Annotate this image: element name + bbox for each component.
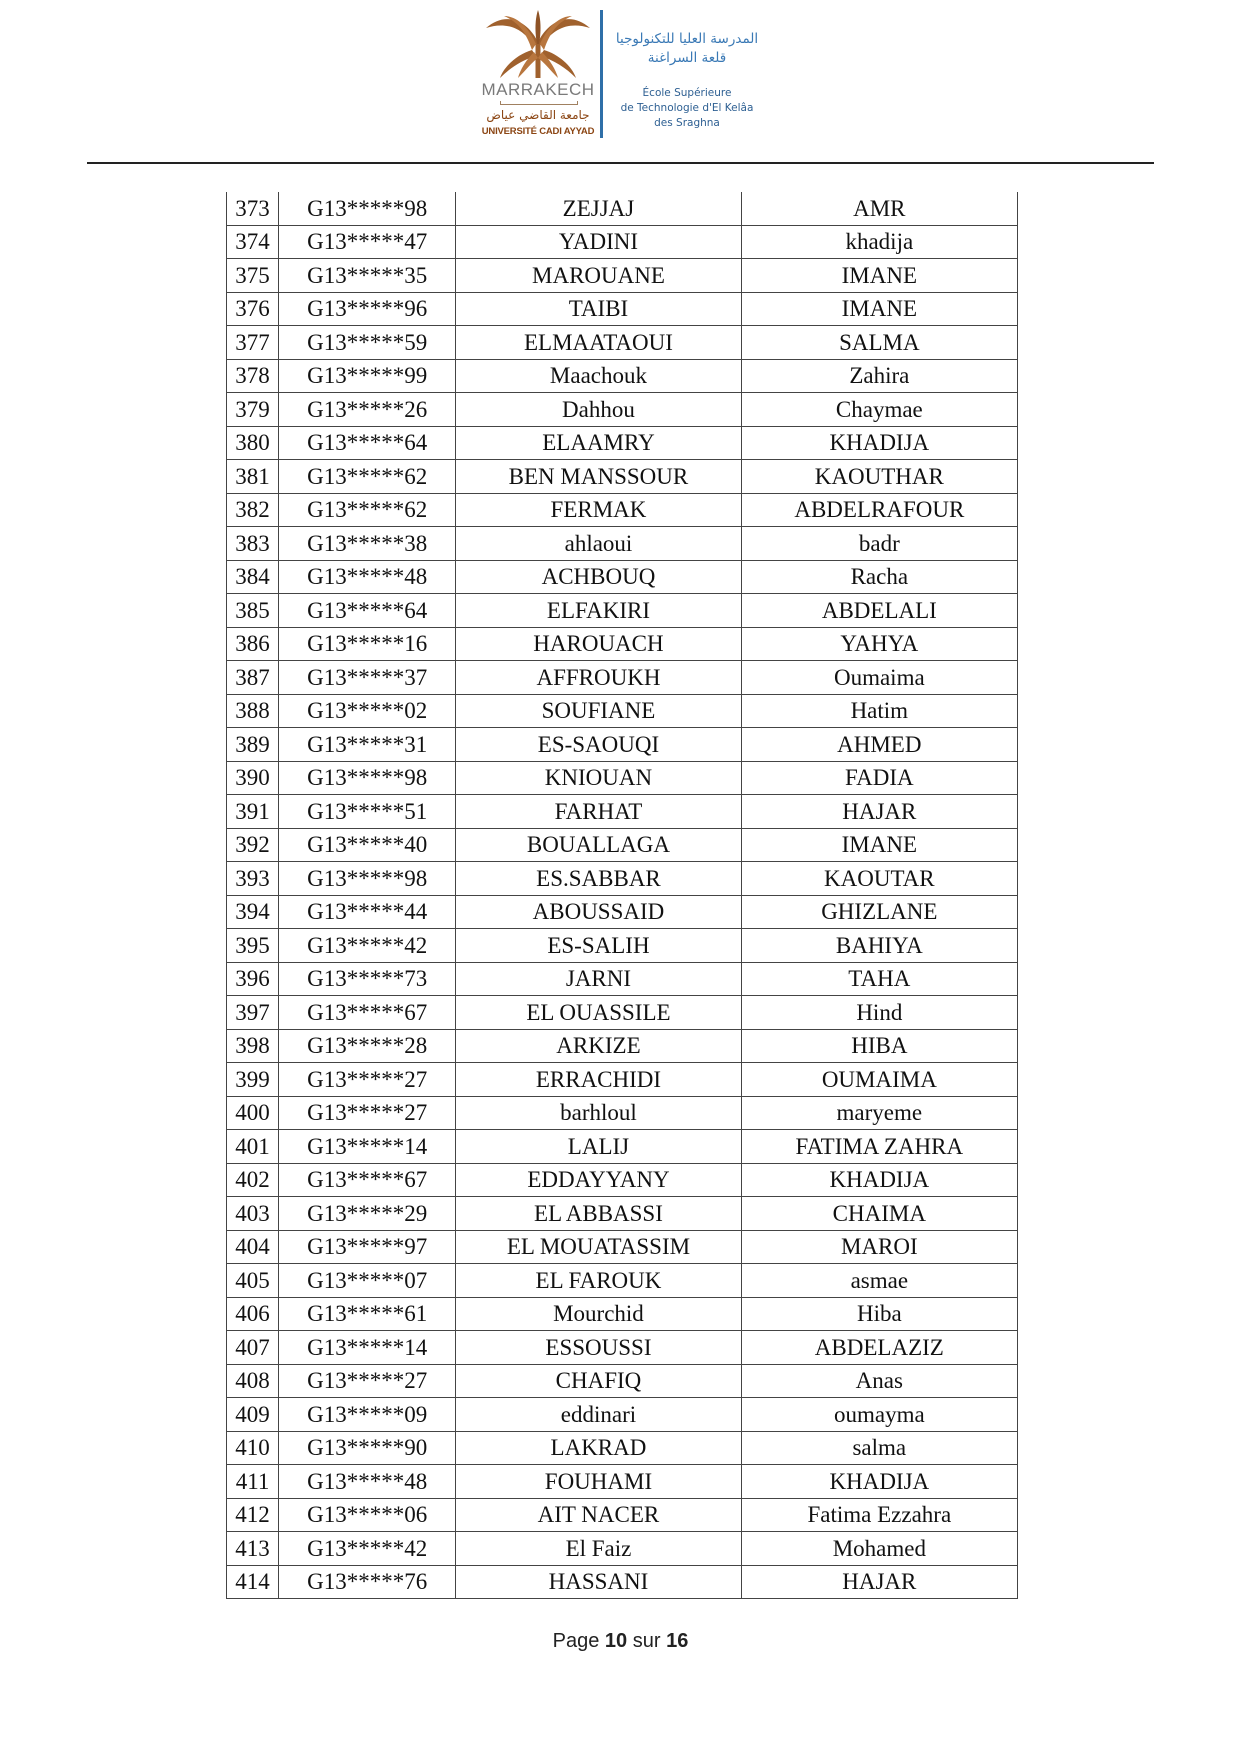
student-first-name: Racha <box>741 560 1017 594</box>
student-id: G13*****31 <box>279 728 456 762</box>
row-number: 398 <box>227 1029 279 1063</box>
student-last-name: LALIJ <box>456 1130 741 1164</box>
student-id: G13*****67 <box>279 996 456 1030</box>
student-first-name: khadija <box>741 225 1017 259</box>
student-last-name: barhloul <box>456 1096 741 1130</box>
row-number: 377 <box>227 326 279 360</box>
student-id: G13*****59 <box>279 326 456 360</box>
student-first-name: Chaymae <box>741 393 1017 427</box>
table-row <box>227 728 1018 762</box>
table-row <box>227 1029 1018 1063</box>
school-name-ar-line1: المدرسة العليا للتكنولوجيا <box>615 31 759 47</box>
table-row <box>227 1331 1018 1365</box>
row-number: 383 <box>227 527 279 561</box>
logo-city-text: MARRAKECH <box>481 80 595 99</box>
table-row <box>227 1264 1018 1298</box>
row-number: 389 <box>227 728 279 762</box>
student-id: G13*****98 <box>279 761 456 795</box>
student-last-name: ES-SAOUQI <box>456 728 741 762</box>
table-row <box>227 359 1018 393</box>
row-number: 379 <box>227 393 279 427</box>
student-last-name: LAKRAD <box>456 1431 741 1465</box>
student-first-name: AHMED <box>741 728 1017 762</box>
student-first-name: GHIZLANE <box>741 895 1017 929</box>
total-pages-number: 16 <box>666 1630 689 1652</box>
student-last-name: EL ABBASSI <box>456 1197 741 1231</box>
logo-divider <box>500 101 578 105</box>
student-last-name: EL OUASSILE <box>456 996 741 1030</box>
header-vertical-divider <box>600 10 603 138</box>
student-first-name: HAJAR <box>741 1565 1017 1599</box>
table-row <box>227 1431 1018 1465</box>
student-last-name: TAIBI <box>456 292 741 326</box>
student-first-name: KAOUTHAR <box>741 460 1017 494</box>
student-last-name: CHAFIQ <box>456 1364 741 1398</box>
row-number: 380 <box>227 426 279 460</box>
row-number: 412 <box>227 1498 279 1532</box>
student-first-name: CHAIMA <box>741 1197 1017 1231</box>
student-id: G13*****73 <box>279 962 456 996</box>
student-first-name: Mohamed <box>741 1532 1017 1566</box>
school-name-ar-line2: قلعة السراغنة <box>647 50 727 66</box>
university-name-fr: UNIVERSITÉ CADI AYYAD <box>481 126 595 137</box>
row-number: 410 <box>227 1431 279 1465</box>
student-id: G13*****99 <box>279 359 456 393</box>
student-first-name: IMANE <box>741 828 1017 862</box>
table-row <box>227 560 1018 594</box>
student-first-name: salma <box>741 1431 1017 1465</box>
row-number: 406 <box>227 1297 279 1331</box>
row-number: 387 <box>227 661 279 695</box>
table-row <box>227 393 1018 427</box>
student-id: G13*****61 <box>279 1297 456 1331</box>
page-word: Page <box>552 1630 600 1652</box>
student-id: G13*****44 <box>279 895 456 929</box>
student-last-name: Maachouk <box>456 359 741 393</box>
table-row <box>227 661 1018 695</box>
row-number: 407 <box>227 1331 279 1365</box>
table-row <box>227 1130 1018 1164</box>
row-number: 401 <box>227 1130 279 1164</box>
university-name-ar: جامعة القاضي عياض <box>486 108 590 122</box>
student-list-table <box>226 192 1018 1599</box>
student-first-name: FATIMA ZAHRA <box>741 1130 1017 1164</box>
table-row <box>227 460 1018 494</box>
student-last-name: HAROUACH <box>456 627 741 661</box>
table-row <box>227 527 1018 561</box>
student-id: G13*****07 <box>279 1264 456 1298</box>
table-row <box>227 1096 1018 1130</box>
student-first-name: FADIA <box>741 761 1017 795</box>
row-number: 374 <box>227 225 279 259</box>
student-id: G13*****48 <box>279 560 456 594</box>
student-id: G13*****27 <box>279 1063 456 1097</box>
table-row <box>227 895 1018 929</box>
student-last-name: AIT NACER <box>456 1498 741 1532</box>
table-row <box>227 1565 1018 1599</box>
student-id: G13*****06 <box>279 1498 456 1532</box>
student-id: G13*****97 <box>279 1230 456 1264</box>
row-number: 413 <box>227 1532 279 1566</box>
table-row <box>227 1498 1018 1532</box>
row-number: 388 <box>227 694 279 728</box>
table-row <box>227 862 1018 896</box>
student-first-name: BAHIYA <box>741 929 1017 963</box>
student-id: G13*****09 <box>279 1398 456 1432</box>
header-rule <box>87 162 1154 164</box>
student-id: G13*****40 <box>279 828 456 862</box>
student-last-name: FERMAK <box>456 493 741 527</box>
student-last-name: FOUHAMI <box>456 1465 741 1499</box>
table-row <box>227 326 1018 360</box>
table-row <box>227 1297 1018 1331</box>
student-id: G13*****42 <box>279 929 456 963</box>
student-id: G13*****67 <box>279 1163 456 1197</box>
student-first-name: ABDELRAFOUR <box>741 493 1017 527</box>
student-id: G13*****02 <box>279 694 456 728</box>
row-number: 400 <box>227 1096 279 1130</box>
row-number: 409 <box>227 1398 279 1432</box>
student-first-name: IMANE <box>741 292 1017 326</box>
school-name-fr <box>604 86 770 131</box>
row-number: 408 <box>227 1364 279 1398</box>
table-row <box>227 192 1018 225</box>
table-row <box>227 225 1018 259</box>
school-name-fr-line1: École Supérieure <box>642 87 732 99</box>
row-number: 378 <box>227 359 279 393</box>
school-name-ar <box>604 30 770 68</box>
row-number: 396 <box>227 962 279 996</box>
row-number: 397 <box>227 996 279 1030</box>
student-id: G13*****38 <box>279 527 456 561</box>
student-id: G13*****90 <box>279 1431 456 1465</box>
student-first-name: Hiba <box>741 1297 1017 1331</box>
table-row <box>227 627 1018 661</box>
student-first-name: Anas <box>741 1364 1017 1398</box>
student-first-name: maryeme <box>741 1096 1017 1130</box>
row-number: 395 <box>227 929 279 963</box>
table-row <box>227 694 1018 728</box>
student-id: G13*****62 <box>279 460 456 494</box>
row-number: 393 <box>227 862 279 896</box>
student-first-name: IMANE <box>741 259 1017 293</box>
student-first-name: KAOUTAR <box>741 862 1017 896</box>
row-number: 394 <box>227 895 279 929</box>
student-id: G13*****51 <box>279 795 456 829</box>
student-id: G13*****35 <box>279 259 456 293</box>
page-footer <box>0 1630 1241 1653</box>
student-last-name: EDDAYYANY <box>456 1163 741 1197</box>
student-last-name: ELMAATAOUI <box>456 326 741 360</box>
student-id: G13*****62 <box>279 493 456 527</box>
row-number: 385 <box>227 594 279 628</box>
student-first-name: KHADIJA <box>741 426 1017 460</box>
student-last-name: ERRACHIDI <box>456 1063 741 1097</box>
student-first-name: ABDELAZIZ <box>741 1331 1017 1365</box>
table-row <box>227 1532 1018 1566</box>
palm-logo-icon <box>482 10 594 80</box>
student-last-name: ARKIZE <box>456 1029 741 1063</box>
row-number: 405 <box>227 1264 279 1298</box>
table-row <box>227 594 1018 628</box>
row-number: 399 <box>227 1063 279 1097</box>
student-last-name: BEN MANSSOUR <box>456 460 741 494</box>
student-first-name: TAHA <box>741 962 1017 996</box>
table-row <box>227 1398 1018 1432</box>
student-last-name: BOUALLAGA <box>456 828 741 862</box>
table-row <box>227 1230 1018 1264</box>
student-id: G13*****27 <box>279 1364 456 1398</box>
student-first-name: ABDELALI <box>741 594 1017 628</box>
student-last-name: Mourchid <box>456 1297 741 1331</box>
student-id: G13*****14 <box>279 1130 456 1164</box>
student-id: G13*****37 <box>279 661 456 695</box>
student-first-name: OUMAIMA <box>741 1063 1017 1097</box>
row-number: 373 <box>227 192 279 225</box>
student-last-name: eddinari <box>456 1398 741 1432</box>
table-row <box>227 1465 1018 1499</box>
student-first-name: oumayma <box>741 1398 1017 1432</box>
student-first-name: AMR <box>741 192 1017 225</box>
student-first-name: badr <box>741 527 1017 561</box>
student-last-name: ACHBOUQ <box>456 560 741 594</box>
student-last-name: SOUFIANE <box>456 694 741 728</box>
table-row <box>227 828 1018 862</box>
student-last-name: ABOUSSAID <box>456 895 741 929</box>
table-row <box>227 996 1018 1030</box>
student-last-name: AFFROUKH <box>456 661 741 695</box>
row-number: 376 <box>227 292 279 326</box>
student-first-name: HAJAR <box>741 795 1017 829</box>
student-id: G13*****96 <box>279 292 456 326</box>
student-id: G13*****48 <box>279 1465 456 1499</box>
student-id: G13*****29 <box>279 1197 456 1231</box>
row-number: 392 <box>227 828 279 862</box>
of-word: sur <box>632 1630 661 1652</box>
student-id: G13*****28 <box>279 1029 456 1063</box>
student-last-name: YADINI <box>456 225 741 259</box>
student-last-name: JARNI <box>456 962 741 996</box>
student-first-name: YAHYA <box>741 627 1017 661</box>
student-last-name: ES.SABBAR <box>456 862 741 896</box>
student-first-name: Oumaima <box>741 661 1017 695</box>
student-last-name: ELAAMRY <box>456 426 741 460</box>
table-row <box>227 1197 1018 1231</box>
student-last-name: MAROUANE <box>456 259 741 293</box>
student-first-name: Zahira <box>741 359 1017 393</box>
table-row <box>227 292 1018 326</box>
row-number: 382 <box>227 493 279 527</box>
student-first-name: Fatima Ezzahra <box>741 1498 1017 1532</box>
student-first-name: Hatim <box>741 694 1017 728</box>
table-row <box>227 493 1018 527</box>
student-last-name: ahlaoui <box>456 527 741 561</box>
row-number: 414 <box>227 1565 279 1599</box>
row-number: 381 <box>227 460 279 494</box>
student-first-name: Hind <box>741 996 1017 1030</box>
student-last-name: Dahhou <box>456 393 741 427</box>
school-name-fr-line3: des Sraghna <box>654 117 720 129</box>
table-row <box>227 761 1018 795</box>
student-id: G13*****98 <box>279 192 456 225</box>
student-id: G13*****76 <box>279 1565 456 1599</box>
current-page-number: 10 <box>604 1630 628 1652</box>
student-id: G13*****42 <box>279 1532 456 1566</box>
row-number: 390 <box>227 761 279 795</box>
table-row <box>227 1364 1018 1398</box>
student-last-name: ES-SALIH <box>456 929 741 963</box>
student-last-name: FARHAT <box>456 795 741 829</box>
student-id: G13*****26 <box>279 393 456 427</box>
student-last-name: EL FAROUK <box>456 1264 741 1298</box>
table-row <box>227 962 1018 996</box>
row-number: 384 <box>227 560 279 594</box>
row-number: 386 <box>227 627 279 661</box>
table-row <box>227 1063 1018 1097</box>
table-row <box>227 426 1018 460</box>
student-id: G13*****16 <box>279 627 456 661</box>
table-row <box>227 929 1018 963</box>
student-id: G13*****64 <box>279 594 456 628</box>
student-last-name: KNIOUAN <box>456 761 741 795</box>
student-id: G13*****64 <box>279 426 456 460</box>
row-number: 403 <box>227 1197 279 1231</box>
row-number: 375 <box>227 259 279 293</box>
student-list-body <box>227 192 1018 1599</box>
row-number: 404 <box>227 1230 279 1264</box>
student-first-name: KHADIJA <box>741 1465 1017 1499</box>
student-last-name: ZEJJAJ <box>456 192 741 225</box>
student-id: G13*****47 <box>279 225 456 259</box>
row-number: 411 <box>227 1465 279 1499</box>
student-last-name: ELFAKIRI <box>456 594 741 628</box>
row-number: 391 <box>227 795 279 829</box>
student-first-name: SALMA <box>741 326 1017 360</box>
student-id: G13*****27 <box>279 1096 456 1130</box>
student-last-name: HASSANI <box>456 1565 741 1599</box>
table-row <box>227 795 1018 829</box>
student-id: G13*****98 <box>279 862 456 896</box>
student-first-name: asmae <box>741 1264 1017 1298</box>
table-row <box>227 1163 1018 1197</box>
student-last-name: EL MOUATASSIM <box>456 1230 741 1264</box>
table-row <box>227 259 1018 293</box>
student-last-name: El Faiz <box>456 1532 741 1566</box>
student-first-name: MAROI <box>741 1230 1017 1264</box>
student-last-name: ESSOUSSI <box>456 1331 741 1365</box>
student-first-name: HIBA <box>741 1029 1017 1063</box>
page-header <box>0 0 1241 165</box>
school-name-fr-line2: de Technologie d'El Kelâa <box>620 102 754 114</box>
student-id: G13*****14 <box>279 1331 456 1365</box>
student-first-name: KHADIJA <box>741 1163 1017 1197</box>
row-number: 402 <box>227 1163 279 1197</box>
